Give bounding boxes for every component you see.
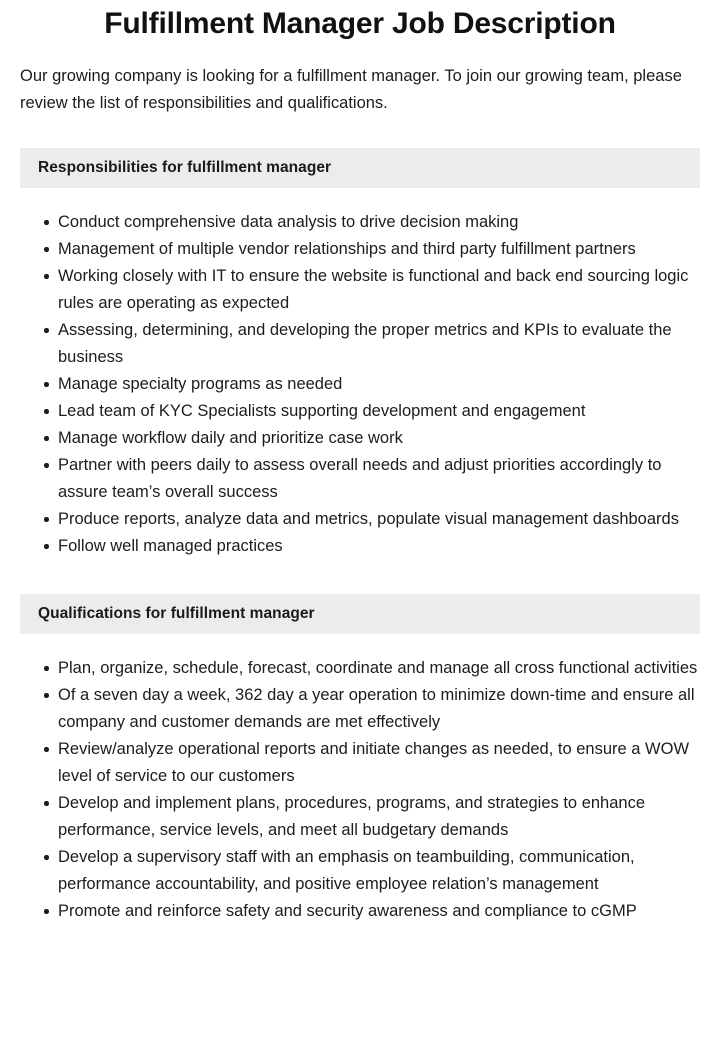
- list-item: Of a seven day a week, 362 day a year operation to minimize down-time and ensure all company and customer demands are met effectively: [44, 682, 702, 736]
- list-item: Plan, organize, schedule, forecast, coordinate and manage all cross functional activities: [44, 655, 702, 682]
- section-header-band-responsibilities: [20, 148, 700, 188]
- list-item: Working closely with IT to ensure the website is functional and back end sourcing logic rules are operating as expected: [44, 263, 702, 317]
- section-heading-qualifications: Qualifications for fulfillment manager: [38, 605, 315, 622]
- list-item: Follow well managed practices: [44, 533, 702, 560]
- list-item: Produce reports, analyze data and metrics, populate visual management dashboards: [44, 506, 702, 533]
- list-item: Management of multiple vendor relationships and third party fulfillment partners: [44, 236, 702, 263]
- list-item: Develop a supervisory staff with an emphasis on teambuilding, communication, performance accountability, and positive employee relation’s management: [44, 844, 702, 898]
- list-item: Partner with peers daily to assess overall needs and adjust priorities accordingly to assure team’s overall success: [44, 452, 702, 506]
- section-header-band-qualifications: [20, 594, 700, 634]
- section-qualifications: [0, 594, 720, 925]
- section-responsibilities: [0, 148, 720, 560]
- list-item: Lead team of KYC Specialists supporting development and engagement: [44, 398, 702, 425]
- section-heading-responsibilities: Responsibilities for fulfillment manager: [38, 159, 332, 176]
- page-title: Fulfillment Manager Job Description: [104, 7, 616, 40]
- list-item: Promote and reinforce safety and security awareness and compliance to cGMP: [44, 898, 702, 925]
- qualifications-list: [0, 634, 720, 925]
- list-item: Review/analyze operational reports and initiate changes as needed, to ensure a WOW level of service to our customers: [44, 736, 702, 790]
- list-item: Manage specialty programs as needed: [44, 371, 702, 398]
- list-item: Assessing, determining, and developing the proper metrics and KPIs to evaluate the business: [44, 317, 702, 371]
- intro-paragraph: Our growing company is looking for a fulfillment manager. To join our growing team, please review the list of responsibilities and qualifications.: [20, 67, 682, 112]
- list-item: Manage workflow daily and prioritize case work: [44, 425, 702, 452]
- list-item: Develop and implement plans, procedures, programs, and strategies to enhance performance, service levels, and meet all budgetary demands: [44, 790, 702, 844]
- list-item: Conduct comprehensive data analysis to drive decision making: [44, 209, 702, 236]
- responsibilities-list: [0, 188, 720, 560]
